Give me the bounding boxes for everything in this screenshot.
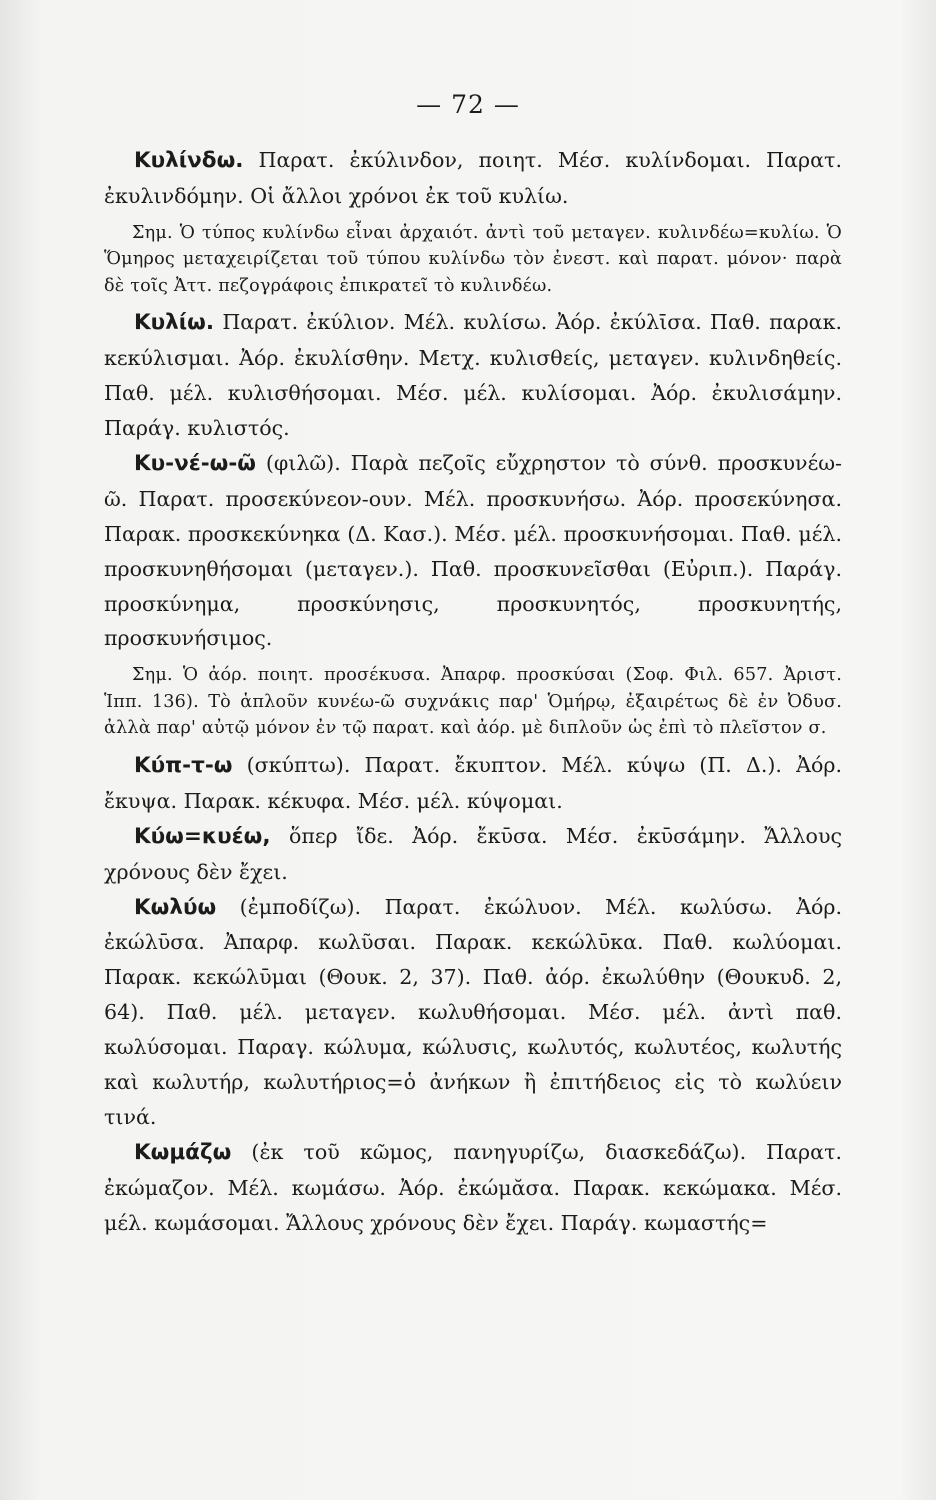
entry-kyo xyxy=(104,819,842,890)
headword: Κυλίνδω. xyxy=(134,148,244,173)
entry-body: (σκύπτω). Παρατ. ἔκυπτον. Μέλ. κύψω (Π. Δ.). Ἀόρ. ἔκυψα. Παρακ. κέκυφα. Μέσ. μέλ. κύψομαι. xyxy=(104,752,843,813)
entry-body: (φιλῶ). Παρὰ πεζοῖς εὔχρηστον τὸ σύνθ. προσκυνέω-ῶ. Παρατ. προσεκύνεον-ουν. Μέλ. προσκυνήσω. Ἀόρ. προσεκύνησα. Παρακ. προσκεκύνηκα (Δ. Κασ.). Μέσ. μέλ. προσκυνήσομαι. Παθ. μέλ. προσκυνηθήσομαι (μεταγεν.). Παθ. προσκυνεῖσθαι (Εὐριπ.). Παράγ. προσκύνημα, προσκύνησις, προσκυνητός, προσκυνητής, προσκυνήσιμος. xyxy=(104,450,842,651)
headword: Κωμάζω xyxy=(134,1139,232,1165)
entry-body: Παρατ. ἐκύλινδον, ποιητ. Μέσ. κυλίνδομαι. Παρατ. ἐκυλινδόμην. Οἱ ἄλλοι χρόνοι ἐκ τοῦ κυλίω. xyxy=(104,148,843,208)
dictionary-text xyxy=(104,143,842,1241)
headword: Κύπ-τ-ω xyxy=(134,752,233,778)
headword: Κυ-νέ-ω-ῶ xyxy=(134,450,256,476)
entry-kypto xyxy=(104,748,842,819)
entry-body: ὅπερ ἴδε. Ἀόρ. ἔκῡσα. Μέσ. ἐκῡσάμην. Ἄλλους χρόνους δὲν ἔχει. xyxy=(104,823,842,884)
note-kylindo: Σημ. Ὁ τύπος κυλίνδω εἶναι ἀρχαιότ. ἀντὶ τοῦ μεταγεν. κυλινδέω=κυλίω. Ὁ Ὅμηρος μεταχειρίζεται τοῦ τύπου κυλίνδω τὸν ἐνεστ. καὶ παρατ. μόνον· παρὰ δὲ τοῖς Ἀττ. πεζογράφοις ἐπικρατεῖ τὸ κυλινδέω. xyxy=(104,222,842,296)
headword: Κωλύω xyxy=(134,894,217,920)
entry-kolyo xyxy=(104,890,842,1135)
page-number: — 72 — xyxy=(416,90,520,119)
entry-body: Παρατ. ἐκύλιον. Μέλ. κυλίσω. Ἀόρ. ἐκύλῑσα. Παθ. παρακ. κεκύλισμαι. Ἀόρ. ἐκυλίσθην. Μετχ. κυλισθείς, μεταγεν. κυλινδηθείς. Παθ. μέλ. κυλισθήσομαι. Μέσ. μέλ. κυλίσομαι. Ἀόρ. ἐκυλισάμην. Παράγ. κυλιστός. xyxy=(104,310,842,441)
note-kyneo: Σημ. Ὁ ἀόρ. ποιητ. προσέκυσα. Ἀπαρφ. προσκύσαι (Σοφ. Φιλ. 657. Ἀριστ. Ἱππ. 136). Τὸ ἁπλοῦν κυνέω-ῶ συχνάκις παρ' Ὁμήρῳ, ἐξαιρέτως δὲ ἐν Ὀδυσ. ἀλλὰ παρ' αὐτῷ μόνον ἐν τῷ παρατ. καὶ ἀόρ. μὲ διπλοῦν ὡς ἐπὶ τὸ πλεῖστον σ. xyxy=(104,665,842,739)
headword: Κύω=κυέω, xyxy=(134,823,271,849)
entry-kyneo xyxy=(104,446,842,656)
entry-body: (ἐκ τοῦ κῶμος, πανηγυρίζω, διασκεδάζω). Παρατ. ἐκώμαζον. Μέλ. κωμάσω. Ἀόρ. ἐκώμᾰσα. Παρακ. κεκώμακα. Μέσ. μέλ. κωμάσομαι. Ἄλλους χρόνους δὲν ἔχει. Παράγ. κωμαστής= xyxy=(104,1139,843,1235)
entry-kylio xyxy=(104,305,842,446)
entry-body: (ἐμποδίζω). Παρατ. ἐκώλυον. Μέλ. κωλύσω. Ἀόρ. ἐκώλῡσα. Ἀπαρφ. κωλῦσαι. Παρακ. κεκώλῡκα. Παθ. κωλύομαι. Παρακ. κεκώλῡμαι (Θουκ. 2, 37). Παθ. ἀόρ. ἐκωλύθην (Θουκυδ. 2, 64). Παθ. μέλ. μεταγεν. κωλυθήσομαι. Μέσ. μέλ. ἀντὶ παθ. κωλύσομαι. Παραγ. κώλυμα, κώλυσις, κωλυτός, κωλυτέος, κωλυτής καὶ κωλυτήρ, κωλυτήριος=ὁ ἀνήκων ἢ ἐπιτήδειος εἰς τὸ κωλύειν τινά. xyxy=(104,894,843,1129)
entry-kylindo xyxy=(104,143,842,214)
headword: Κυλίω. xyxy=(134,310,215,336)
entry-komazo xyxy=(104,1135,842,1241)
